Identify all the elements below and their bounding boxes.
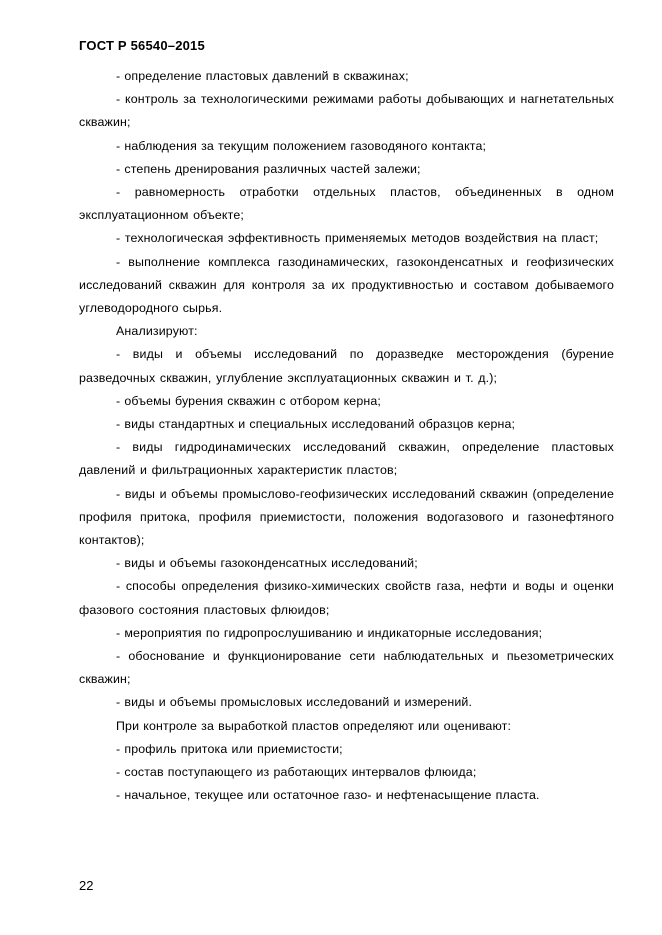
- paragraph-3: - наблюдения за текущим положением газоводяного контакта;: [116, 138, 487, 153]
- paragraph-18: - виды и объемы промысловых исследований и измерений.: [116, 695, 473, 710]
- document-body: [79, 65, 614, 808]
- paragraph-21: - состав поступающего из работающих интервалов флюида;: [116, 765, 477, 780]
- paragraph-4: - степень дренирования различных частей залежи;: [116, 161, 421, 176]
- paragraph-1: - определение пластовых давлений в скважинах;: [116, 69, 409, 83]
- paragraph-11: - виды стандартных и специальных исследований образцов керна;: [116, 417, 516, 432]
- page-number: 22: [79, 878, 94, 893]
- paragraph-12: - виды гидродинамических исследований скважин, определение пластовых давлений и фильтрационных характеристик пластов;: [79, 440, 614, 478]
- paragraph-5: - равномерность отработки отдельных пластов, объединенных в одном эксплуатационном объекте;: [79, 185, 614, 223]
- paragraph-9: - виды и объемы исследований по доразведке месторождения (бурение разведочных скважин, углубление эксплуатационных скважин и т. д.);: [79, 347, 614, 385]
- paragraph-20: - профиль притока или приемистости;: [116, 741, 343, 756]
- paragraph-7: - выполнение комплекса газодинамических, газоконденсатных и геофизических исследований скважин для контроля за их продуктивностью и составом добываемого углеводородного сырья.: [79, 254, 614, 316]
- paragraph-14: - виды и объемы газоконденсатных исследований;: [116, 556, 418, 571]
- paragraph-17: - обоснование и функционирование сети наблюдательных и пьезометрических скважин;: [79, 649, 614, 687]
- paragraph-16: - мероприятия по гидропрослушиванию и индикаторные исследования;: [116, 625, 543, 640]
- paragraph-8: Анализируют:: [116, 324, 198, 339]
- paragraph-2: - контроль за технологическими режимами работы добывающих и нагнетательных скважин;: [79, 92, 614, 130]
- paragraph-15: - способы определения физико-химических свойств газа, нефти и воды и оценки фазового состояния пластовых флюидов;: [79, 579, 614, 617]
- paragraph-6: - технологическая эффективность применяемых методов воздействия на пласт;: [116, 231, 599, 246]
- document-header: ГОСТ Р 56540–2015: [79, 38, 205, 53]
- paragraph-22: - начальное, текущее или остаточное газо- и нефтенасыщение пласта.: [116, 788, 540, 803]
- paragraph-10: - объемы бурения скважин с отбором керна;: [116, 393, 382, 408]
- paragraph-19: При контроле за выработкой пластов определяют или оценивают:: [116, 718, 512, 733]
- paragraph-13: - виды и объемы промыслово-геофизических исследований скважин (определение профиля притока, профиля приемистости, положения водогазового и газонефтяного контактов);: [79, 486, 614, 548]
